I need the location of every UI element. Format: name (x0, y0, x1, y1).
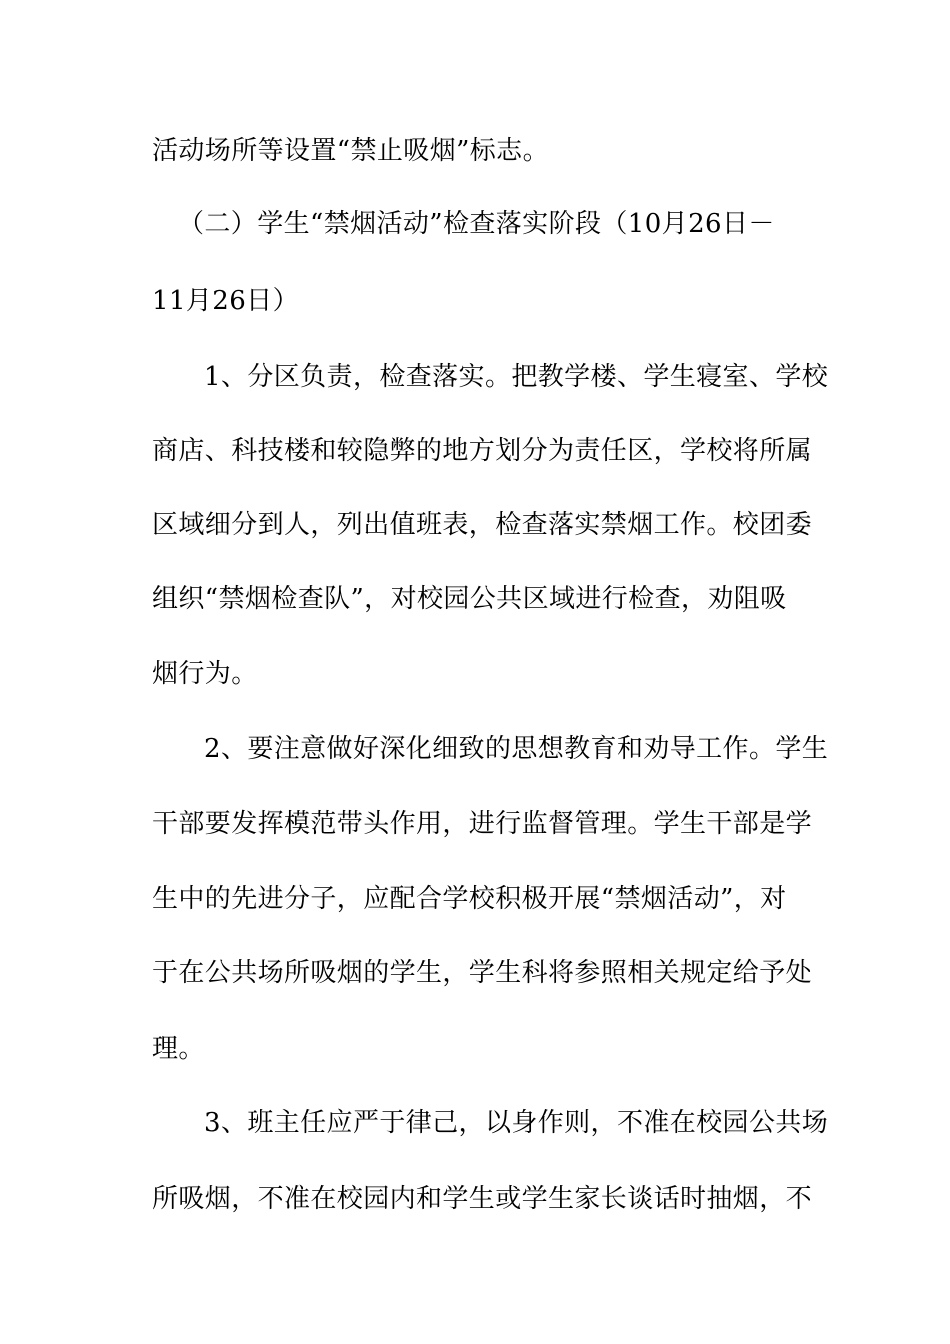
paragraph-2-line-4: 于在公共场所吸烟的学生，学生科将参照相关规定给予处 (152, 958, 813, 988)
paragraph-1-line-1: 1、分区负责，检查落实。把教学楼、学生寝室、学校 (204, 362, 829, 392)
paragraph-3-line-1: 3、班主任应严于律己，以身作则，不准在校园公共场 (204, 1108, 829, 1138)
paragraph-2-line-3: 生中的先进分子，应配合学校积极开展“禁烟活动”，对 (152, 884, 787, 914)
text-line-3: 11月26日） (152, 286, 299, 316)
paragraph-1-line-2: 商店、科技楼和较隐弊的地方划分为责任区，学校将所属 (152, 436, 813, 466)
paragraph-2-line-2: 干部要发挥模范带头作用，进行监督管理。学生干部是学 (152, 809, 813, 839)
paragraph-1-line-5: 烟行为。 (152, 659, 258, 689)
paragraph-3-line-2: 所吸烟，不准在校园内和学生或学生家长谈话时抽烟，不 (152, 1184, 813, 1214)
paragraph-1-line-3: 区域细分到人，列出值班表，检查落实禁烟工作。校团委 (152, 510, 813, 540)
paragraph-1-line-4: 组织“禁烟检查队”，对校园公共区域进行检查，劝阻吸 (152, 584, 787, 614)
paragraph-2-line-5: 理。 (152, 1034, 205, 1064)
section-heading-2: （二）学生“禁烟活动”检查落实阶段（10月26日－ (178, 209, 775, 239)
paragraph-2-line-1: 2、要注意做好深化细致的思想教育和劝导工作。学生 (204, 734, 829, 764)
text-line-1: 活动场所等设置“禁止吸烟”标志。 (152, 136, 549, 166)
